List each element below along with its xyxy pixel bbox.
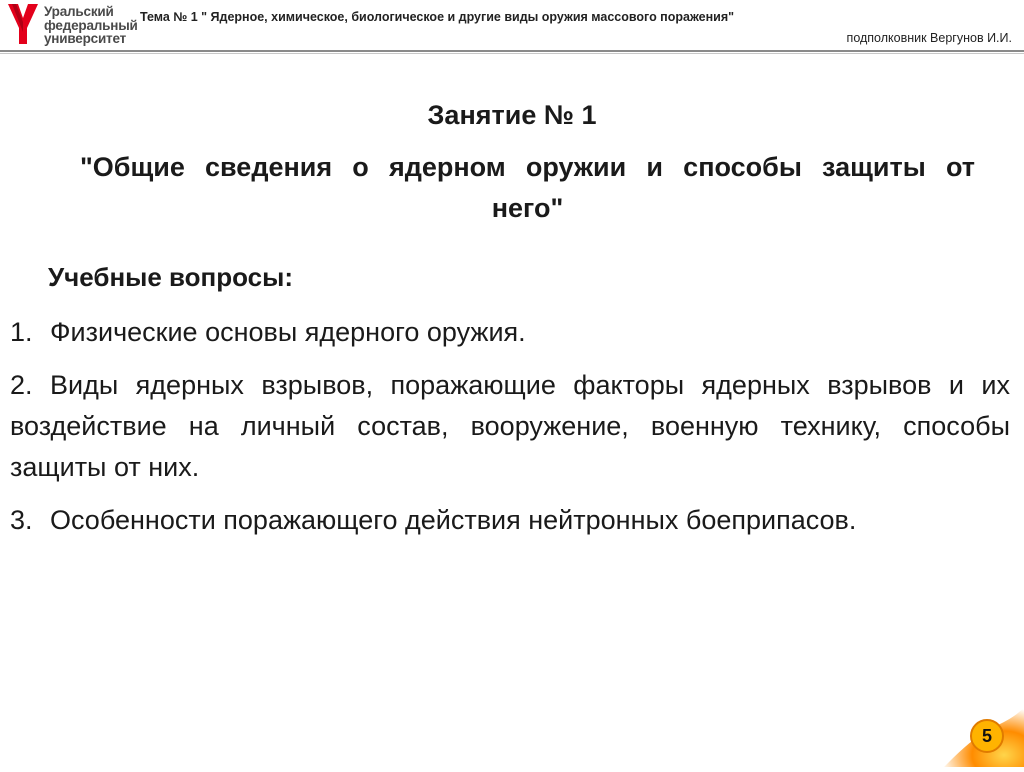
logo-line-3: университет: [44, 31, 126, 46]
urfu-logo-icon: [6, 2, 40, 46]
page-badge: [934, 697, 1024, 767]
author-name: подполковник Вергунов И.И.: [846, 31, 1012, 45]
logo-line-2: федеральный: [44, 17, 138, 33]
lesson-number: Занятие № 1: [427, 100, 597, 130]
university-logo: [6, 2, 138, 46]
question-item: [10, 312, 1010, 353]
questions-heading: Учебные вопросы:: [48, 262, 294, 292]
logo-line-1: Уральский: [44, 4, 114, 19]
slide-header: [0, 0, 1024, 62]
question-text: Виды ядерных взрывов, поражающие факторы ядерных взрывов и их воздействие на личный состав, вооружение, военную технику, способы защиты от них.: [10, 370, 1010, 482]
header-divider-thin: [0, 53, 1024, 54]
question-number: 3.: [10, 505, 33, 535]
question-text: Физические основы ядерного оружия.: [50, 317, 526, 347]
logo-wordmark: [44, 5, 138, 46]
lesson-title: "Общие сведения о ядерном оружии и способы защиты от него": [80, 152, 975, 223]
header-divider: [0, 50, 1024, 52]
question-number: 2.: [10, 370, 33, 400]
page-number: 5: [970, 719, 1004, 753]
question-number: 1.: [10, 317, 33, 347]
topic-title: Тема № 1 " Ядерное, химическое, биологическое и другие виды оружия массового поражения": [140, 10, 735, 24]
question-text: Особенности поражающего действия нейтронных боеприпасов.: [50, 505, 857, 535]
question-item: [10, 500, 1010, 541]
question-item: [10, 365, 1010, 488]
